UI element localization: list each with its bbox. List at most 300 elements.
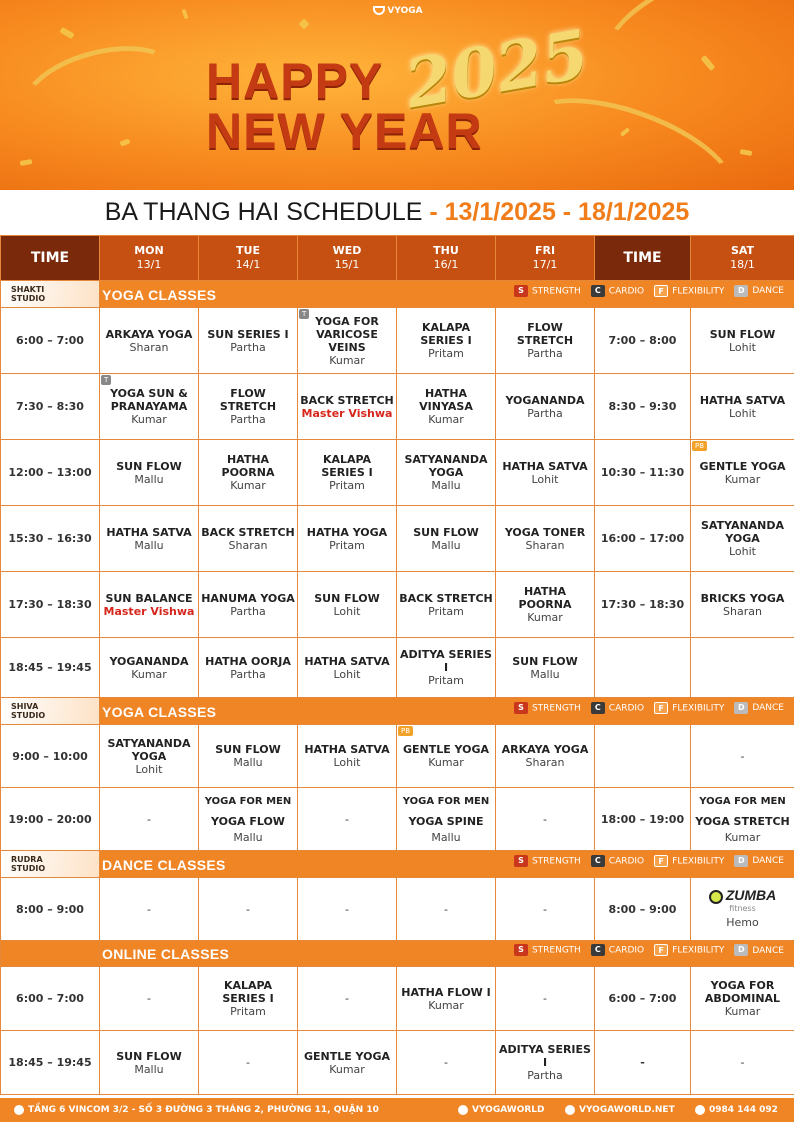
section-title: YOGA CLASSES bbox=[102, 286, 217, 303]
legend-flexibility: FLEXIBILITY bbox=[672, 945, 725, 956]
time-slot-2 bbox=[595, 725, 691, 788]
class-name: FLOW STRETCH bbox=[516, 321, 574, 347]
day-header-sat bbox=[691, 236, 794, 281]
day-date: 15/1 bbox=[334, 258, 360, 271]
time-slot: 6:00 – 7:00 bbox=[1, 308, 100, 374]
cardio-key-icon: C bbox=[591, 855, 605, 867]
schedule-row bbox=[1, 374, 794, 440]
class-cell-tue[interactable] bbox=[199, 308, 298, 374]
instructor-name: Kumar bbox=[131, 667, 167, 681]
class-cell-mon[interactable] bbox=[100, 308, 199, 374]
empty-slot: - bbox=[543, 902, 547, 916]
class-cell-tue[interactable] bbox=[199, 506, 298, 572]
section-bar bbox=[100, 851, 794, 878]
dance-key-icon: D bbox=[734, 855, 748, 867]
class-name: ADITYA SERIES I bbox=[400, 648, 492, 674]
empty-slot: - bbox=[147, 812, 151, 826]
instructor-name: Mallu bbox=[134, 1062, 164, 1076]
time-header: TIME bbox=[1, 236, 100, 281]
banner-year: 2025 bbox=[399, 14, 595, 124]
facebook-text: VYOGAWORLD bbox=[472, 1105, 545, 1115]
class-cell-fri[interactable] bbox=[496, 440, 595, 506]
dance-key-icon: D bbox=[734, 702, 748, 714]
flexibility-key-icon: F bbox=[654, 944, 668, 956]
studio-name: SHIVA bbox=[11, 702, 39, 711]
day-header-wed bbox=[298, 236, 397, 281]
class-cell-thu[interactable] bbox=[397, 440, 496, 506]
section-bar bbox=[100, 941, 794, 967]
class-name: HATHA POORNA bbox=[518, 585, 572, 611]
class-cell-fri[interactable] bbox=[496, 967, 595, 1031]
schedule-row bbox=[1, 308, 794, 374]
instructor-name: Kumar bbox=[428, 998, 464, 1012]
class-cell-thu[interactable] bbox=[397, 1031, 496, 1095]
time-slot: 12:00 – 13:00 bbox=[1, 440, 100, 506]
studio-label bbox=[1, 281, 100, 308]
class-name: HATHA SATVA bbox=[502, 459, 588, 473]
class-cell-thu[interactable] bbox=[397, 788, 496, 851]
class-name: YOGA FOR ABDOMINAL bbox=[704, 979, 781, 1005]
class-cell-fri[interactable] bbox=[496, 1031, 595, 1095]
footer-facebook[interactable] bbox=[458, 1098, 544, 1122]
time-slot-2: 8:30 – 9:30 bbox=[595, 374, 691, 440]
strength-key-icon: S bbox=[514, 285, 528, 297]
class-cell-fri[interactable] bbox=[496, 725, 595, 788]
class-cell-fri[interactable] bbox=[496, 788, 595, 851]
class-name: BACK STRETCH bbox=[300, 393, 394, 407]
class-name: GENTLE YOGA bbox=[699, 459, 786, 473]
class-cell-fri[interactable] bbox=[496, 374, 595, 440]
instructor-name: Partha bbox=[230, 667, 266, 681]
day-date: 16/1 bbox=[433, 258, 459, 271]
legend-strength: STRENGTH bbox=[531, 286, 581, 296]
schedule-row bbox=[1, 1031, 794, 1095]
empty-slot: - bbox=[444, 902, 448, 916]
strength-key-icon: S bbox=[514, 855, 528, 867]
legend-flexibility: FLEXIBILITY bbox=[672, 856, 725, 866]
class-name: ARKAYA YOGA bbox=[501, 743, 589, 756]
day-name: FRI bbox=[534, 244, 556, 257]
schedule-row bbox=[1, 788, 794, 851]
time-slot: 8:00 – 9:00 bbox=[1, 878, 100, 941]
instructor-name: Sharan bbox=[228, 538, 268, 552]
category-legend bbox=[504, 944, 792, 956]
section-online bbox=[1, 941, 794, 967]
empty-slot: - bbox=[543, 992, 547, 1005]
legend-dance: DANCE bbox=[752, 945, 784, 956]
instructor-name: Master Vishwa bbox=[301, 406, 393, 420]
day-header-tue bbox=[199, 236, 298, 281]
schedule-table bbox=[0, 235, 794, 1095]
class-cell-mon[interactable] bbox=[100, 440, 199, 506]
class-cell-fri[interactable] bbox=[496, 572, 595, 638]
class-name: YOGA TONER bbox=[504, 525, 586, 539]
class-name: BRICKS YOGA bbox=[700, 591, 785, 605]
studio-label bbox=[1, 851, 100, 878]
instructor-name: Lohit bbox=[531, 472, 559, 486]
class-cell-wed[interactable] bbox=[298, 308, 397, 374]
class-name: SATYANANDA YOGA bbox=[107, 736, 191, 763]
class-cell-sat[interactable] bbox=[691, 638, 794, 698]
instructor-name: Mallu bbox=[530, 667, 560, 681]
category-legend bbox=[504, 285, 792, 297]
legend-dance: DANCE bbox=[752, 856, 784, 866]
time-slot-2: 6:00 – 7:00 bbox=[595, 967, 691, 1031]
studio-name: SHAKTI bbox=[11, 285, 45, 294]
instructor-name: Lohit bbox=[135, 762, 163, 776]
category-legend bbox=[504, 855, 792, 867]
class-cell-tue[interactable] bbox=[199, 967, 298, 1031]
location-pin-icon bbox=[14, 1105, 24, 1115]
time-slot: 7:30 – 8:30 bbox=[1, 374, 100, 440]
instructor-name: Pritam bbox=[428, 604, 464, 618]
instructor-name: Kumar bbox=[724, 830, 761, 844]
class-cell-mon[interactable] bbox=[100, 374, 199, 440]
instructor-name: Mallu bbox=[431, 538, 461, 552]
class-cell-mon[interactable] bbox=[100, 878, 199, 941]
class-badge: PB bbox=[398, 726, 413, 736]
class-cell-mon[interactable] bbox=[100, 788, 199, 851]
instructor-name: Kumar bbox=[131, 413, 167, 426]
class-cell-wed[interactable] bbox=[298, 878, 397, 941]
class-name: SUN FLOW bbox=[709, 327, 776, 341]
studio-label bbox=[1, 941, 100, 967]
time-header-2: TIME bbox=[595, 236, 691, 281]
section-title: ONLINE CLASSES bbox=[102, 946, 230, 962]
instructor-name: Mallu bbox=[134, 538, 164, 552]
studio-label bbox=[1, 698, 100, 725]
class-name: HATHA POORNA bbox=[221, 453, 275, 479]
class-cell-mon[interactable] bbox=[100, 725, 199, 788]
class-cell-fri[interactable] bbox=[496, 308, 595, 374]
time-slot: 18:45 – 19:45 bbox=[1, 1031, 100, 1095]
strength-key-icon: S bbox=[514, 944, 528, 956]
section-bar bbox=[100, 281, 794, 308]
section-title: DANCE CLASSES bbox=[102, 856, 226, 873]
section-shiva bbox=[1, 698, 794, 725]
schedule-row bbox=[1, 572, 794, 638]
class-tag: YOGA FOR MEN bbox=[699, 795, 786, 807]
class-tag: YOGA FOR MEN bbox=[402, 795, 490, 807]
class-cell-thu[interactable] bbox=[397, 374, 496, 440]
day-date: 13/1 bbox=[136, 258, 162, 271]
studio-name: RUDRA bbox=[11, 855, 43, 864]
class-cell-thu[interactable] bbox=[397, 506, 496, 572]
class-badge: PB bbox=[692, 441, 707, 451]
zumba-wordmark: ZUMBA bbox=[725, 887, 777, 904]
class-name: HATHA SATVA bbox=[304, 654, 390, 668]
instructor-name: Mallu bbox=[134, 472, 164, 486]
category-legend bbox=[504, 702, 792, 714]
class-name: SUN FLOW bbox=[413, 525, 479, 539]
schedule-row bbox=[1, 440, 794, 506]
empty-slot: - bbox=[740, 1056, 745, 1069]
class-cell-thu[interactable] bbox=[397, 572, 496, 638]
class-tag: YOGA FOR MEN bbox=[204, 795, 292, 807]
class-name: YOGA SUN & PRANAYAMA bbox=[110, 387, 188, 413]
class-cell-sat[interactable] bbox=[691, 440, 794, 506]
legend-dance: DANCE bbox=[752, 286, 784, 296]
day-name: WED bbox=[332, 244, 362, 257]
time-slot-2: 10:30 – 11:30 bbox=[595, 440, 691, 506]
class-name: BACK STRETCH bbox=[201, 525, 295, 539]
class-name: YOGA FOR VARICOSE VEINS bbox=[315, 314, 379, 354]
address-text: TẦNG 6 VINCOM 3/2 - SỐ 3 ĐƯỜNG 3 THÁNG 2, PHƯỜNG 11, QUẬN 10 bbox=[28, 1105, 379, 1115]
time-slot-2: 8:00 – 9:00 bbox=[595, 878, 691, 941]
instructor-name: Sharan bbox=[723, 604, 762, 618]
banner-line1: HAPPY bbox=[206, 53, 384, 109]
dance-key-icon: D bbox=[734, 944, 748, 956]
class-name: SUN FLOW bbox=[512, 654, 578, 668]
class-cell-thu[interactable] bbox=[397, 878, 496, 941]
instructor-name: Pritam bbox=[428, 347, 464, 360]
zumba-icon bbox=[709, 890, 723, 904]
schedule-name: BA THANG HAI SCHEDULE bbox=[104, 198, 423, 226]
instructor-name: Partha bbox=[230, 340, 266, 354]
day-name: MON bbox=[134, 244, 164, 257]
instructor-name: Kumar bbox=[329, 353, 365, 367]
class-cell-tue[interactable] bbox=[199, 725, 298, 788]
class-cell-wed[interactable] bbox=[298, 1031, 397, 1095]
instructor-name: Partha bbox=[527, 347, 563, 360]
class-badge: T bbox=[101, 375, 111, 385]
schedule-row bbox=[1, 878, 794, 941]
class-cell-sat[interactable] bbox=[691, 1031, 794, 1095]
legend-dance: DANCE bbox=[752, 703, 784, 713]
day-date: 14/1 bbox=[235, 258, 261, 271]
instructor-name: Lohit bbox=[333, 756, 361, 769]
class-name: YOGANANDA bbox=[505, 393, 585, 407]
dance-key-icon: D bbox=[734, 285, 748, 297]
class-cell-sat[interactable] bbox=[691, 967, 794, 1031]
class-name: HATHA VINYASA bbox=[419, 387, 473, 413]
instructor-name: Hemo bbox=[726, 915, 759, 929]
time-slot-2: 17:30 – 18:30 bbox=[595, 572, 691, 638]
time-slot: 17:30 – 18:30 bbox=[1, 572, 100, 638]
instructor-name: Mallu bbox=[233, 756, 263, 769]
website-text: VYOGAWORLD.NET bbox=[579, 1105, 675, 1115]
class-cell-wed[interactable] bbox=[298, 506, 397, 572]
class-name: HATHA YOGA bbox=[306, 525, 388, 539]
class-cell-sat[interactable] bbox=[691, 725, 794, 788]
class-cell-wed[interactable] bbox=[298, 440, 397, 506]
cardio-key-icon: C bbox=[591, 702, 605, 714]
instructor-name: Kumar bbox=[428, 756, 464, 769]
class-cell-tue[interactable] bbox=[199, 788, 298, 851]
flexibility-key-icon: F bbox=[654, 855, 668, 867]
class-cell-wed[interactable] bbox=[298, 638, 397, 698]
instructor-name: Pritam bbox=[428, 674, 464, 687]
class-cell-thu[interactable] bbox=[397, 967, 496, 1031]
section-bar bbox=[100, 698, 794, 725]
zumba-sub: fitness bbox=[729, 903, 756, 913]
class-name: YOGA FLOW bbox=[211, 814, 285, 828]
day-header-fri bbox=[496, 236, 595, 281]
brand-logo bbox=[372, 6, 424, 24]
strength-key-icon: S bbox=[514, 702, 528, 714]
instructor-name: Mallu bbox=[431, 479, 461, 492]
class-name: HATHA SATVA bbox=[304, 743, 390, 756]
time-slot-2: 16:00 – 17:00 bbox=[595, 506, 691, 572]
time-slot-2 bbox=[595, 638, 691, 698]
class-cell-wed[interactable] bbox=[298, 572, 397, 638]
class-cell-tue[interactable] bbox=[199, 878, 298, 941]
class-cell-fri[interactable] bbox=[496, 878, 595, 941]
schedule-row bbox=[1, 967, 794, 1031]
schedule-row bbox=[1, 725, 794, 788]
footer-website[interactable] bbox=[565, 1098, 675, 1122]
instructor-name: Pritam bbox=[230, 1005, 266, 1018]
class-cell-sat[interactable] bbox=[691, 878, 794, 941]
class-name: HATHA SATVA bbox=[699, 393, 786, 407]
day-name: TUE bbox=[236, 244, 260, 257]
class-name: SUN FLOW bbox=[314, 591, 380, 605]
class-cell-thu[interactable] bbox=[397, 308, 496, 374]
class-name: GENTLE YOGA bbox=[402, 743, 490, 756]
section-shakti bbox=[1, 281, 794, 308]
new-year-banner bbox=[0, 0, 794, 190]
class-cell-mon[interactable] bbox=[100, 572, 199, 638]
class-name: SUN BALANCE bbox=[105, 591, 193, 605]
class-name: YOGA STRETCH bbox=[695, 814, 790, 828]
phone-text: 0984 144 092 bbox=[709, 1105, 778, 1115]
class-cell-tue[interactable] bbox=[199, 440, 298, 506]
class-cell-wed[interactable] bbox=[298, 788, 397, 851]
schedule-row bbox=[1, 506, 794, 572]
flexibility-key-icon: F bbox=[654, 702, 668, 714]
facebook-icon bbox=[458, 1105, 468, 1115]
instructor-name: Pritam bbox=[329, 538, 365, 552]
globe-icon bbox=[565, 1105, 575, 1115]
footer-phone[interactable] bbox=[695, 1098, 778, 1122]
instructor-name: Partha bbox=[527, 1069, 563, 1082]
schedule-title bbox=[0, 192, 794, 232]
empty-slot: - bbox=[543, 812, 547, 826]
instructor-name: Kumar bbox=[428, 413, 464, 426]
class-cell-thu[interactable] bbox=[397, 638, 496, 698]
instructor-name: Master Vishwa bbox=[103, 604, 195, 618]
class-cell-fri[interactable] bbox=[496, 506, 595, 572]
class-name: ARKAYA YOGA bbox=[105, 327, 193, 341]
class-name: SUN FLOW bbox=[116, 459, 182, 473]
empty-slot: - bbox=[147, 902, 151, 916]
legend-strength: STRENGTH bbox=[531, 856, 581, 866]
class-name: GENTLE YOGA bbox=[303, 1049, 391, 1063]
day-date: 18/1 bbox=[730, 258, 755, 271]
instructor-name: Lohit bbox=[728, 406, 756, 420]
empty-slot: - bbox=[444, 1056, 448, 1069]
empty-slot: - bbox=[147, 992, 151, 1005]
legend-flexibility: FLEXIBILITY bbox=[672, 703, 725, 713]
time-slot-2: 18:00 – 19:00 bbox=[595, 788, 691, 851]
day-header-mon bbox=[100, 236, 199, 281]
class-name: SATYANANDA YOGA bbox=[404, 453, 488, 479]
instructor-name: Pritam bbox=[329, 479, 365, 492]
time-slot: 18:45 – 19:45 bbox=[1, 638, 100, 698]
schedule-row bbox=[1, 638, 794, 698]
class-name: HANUMA YOGA bbox=[201, 591, 295, 605]
class-name: SUN FLOW bbox=[116, 1049, 182, 1063]
time-slot: 15:30 – 16:30 bbox=[1, 506, 100, 572]
instructor-name: Mallu bbox=[431, 830, 461, 844]
instructor-name: Mallu bbox=[233, 830, 263, 844]
class-cell-mon[interactable] bbox=[100, 967, 199, 1031]
footer bbox=[0, 1098, 794, 1122]
time-slot-2: - bbox=[595, 1031, 691, 1095]
class-cell-sat[interactable] bbox=[691, 572, 794, 638]
class-cell-wed[interactable] bbox=[298, 725, 397, 788]
class-cell-sat[interactable] bbox=[691, 374, 794, 440]
class-name: HATHA SATVA bbox=[106, 525, 192, 539]
class-name: FLOW STRETCH bbox=[219, 387, 277, 413]
instructor-name: Sharan bbox=[525, 756, 565, 769]
instructor-name: Kumar bbox=[724, 1005, 761, 1018]
header-row bbox=[1, 236, 794, 281]
class-cell-mon[interactable] bbox=[100, 506, 199, 572]
class-name: BACK STRETCH bbox=[399, 591, 493, 605]
day-header-thu bbox=[397, 236, 496, 281]
day-name: SAT bbox=[730, 244, 755, 257]
legend-strength: STRENGTH bbox=[531, 703, 581, 713]
time-slot-2: 7:00 – 8:00 bbox=[595, 308, 691, 374]
class-cell-mon[interactable] bbox=[100, 638, 199, 698]
class-cell-mon[interactable] bbox=[100, 1031, 199, 1095]
instructor-name: Sharan bbox=[129, 340, 169, 354]
time-slot: 6:00 – 7:00 bbox=[1, 967, 100, 1031]
day-name: THU bbox=[433, 244, 459, 257]
time-slot: 19:00 – 20:00 bbox=[1, 788, 100, 851]
empty-slot: - bbox=[246, 1056, 250, 1069]
cardio-key-icon: C bbox=[591, 944, 605, 956]
instructor-name: Kumar bbox=[230, 479, 266, 492]
class-cell-tue[interactable] bbox=[199, 638, 298, 698]
studio-word: STUDIO bbox=[11, 294, 46, 303]
empty-slot: - bbox=[345, 812, 349, 826]
phone-icon bbox=[695, 1105, 705, 1115]
instructor-name: Partha bbox=[230, 604, 266, 618]
class-cell-thu[interactable] bbox=[397, 725, 496, 788]
class-cell-sat[interactable] bbox=[691, 308, 794, 374]
section-title: YOGA CLASSES bbox=[102, 703, 217, 720]
schedule-dates: - 13/1/2025 - 18/1/2025 bbox=[422, 198, 690, 226]
class-cell-sat[interactable] bbox=[691, 788, 794, 851]
class-cell-wed[interactable] bbox=[298, 967, 397, 1031]
class-cell-tue[interactable] bbox=[199, 374, 298, 440]
instructor-name: Lohit bbox=[728, 545, 756, 558]
class-name: YOGA SPINE bbox=[408, 814, 484, 828]
class-cell-tue[interactable] bbox=[199, 572, 298, 638]
class-name: HATHA OORJA bbox=[205, 654, 291, 668]
section-rudra bbox=[1, 851, 794, 878]
time-slot: 9:00 – 10:00 bbox=[1, 725, 100, 788]
legend-flexibility: FLEXIBILITY bbox=[672, 286, 725, 296]
instructor-name: Lohit bbox=[333, 667, 361, 681]
lotus-icon bbox=[373, 6, 385, 15]
flexibility-key-icon: F bbox=[654, 285, 668, 297]
legend-cardio: CARDIO bbox=[608, 856, 645, 866]
class-cell-wed[interactable] bbox=[298, 374, 397, 440]
instructor-name: Sharan bbox=[525, 538, 565, 552]
legend-strength: STRENGTH bbox=[531, 945, 581, 956]
class-cell-fri[interactable] bbox=[496, 638, 595, 698]
class-cell-sat[interactable] bbox=[691, 506, 794, 572]
class-cell-tue[interactable] bbox=[199, 1031, 298, 1095]
zumba-logo bbox=[709, 889, 777, 903]
logo-text: VYOGA bbox=[387, 6, 423, 16]
class-name: SUN FLOW bbox=[215, 743, 281, 756]
class-name: YOGANANDA bbox=[109, 654, 189, 668]
studio-word: STUDIO bbox=[11, 864, 46, 873]
